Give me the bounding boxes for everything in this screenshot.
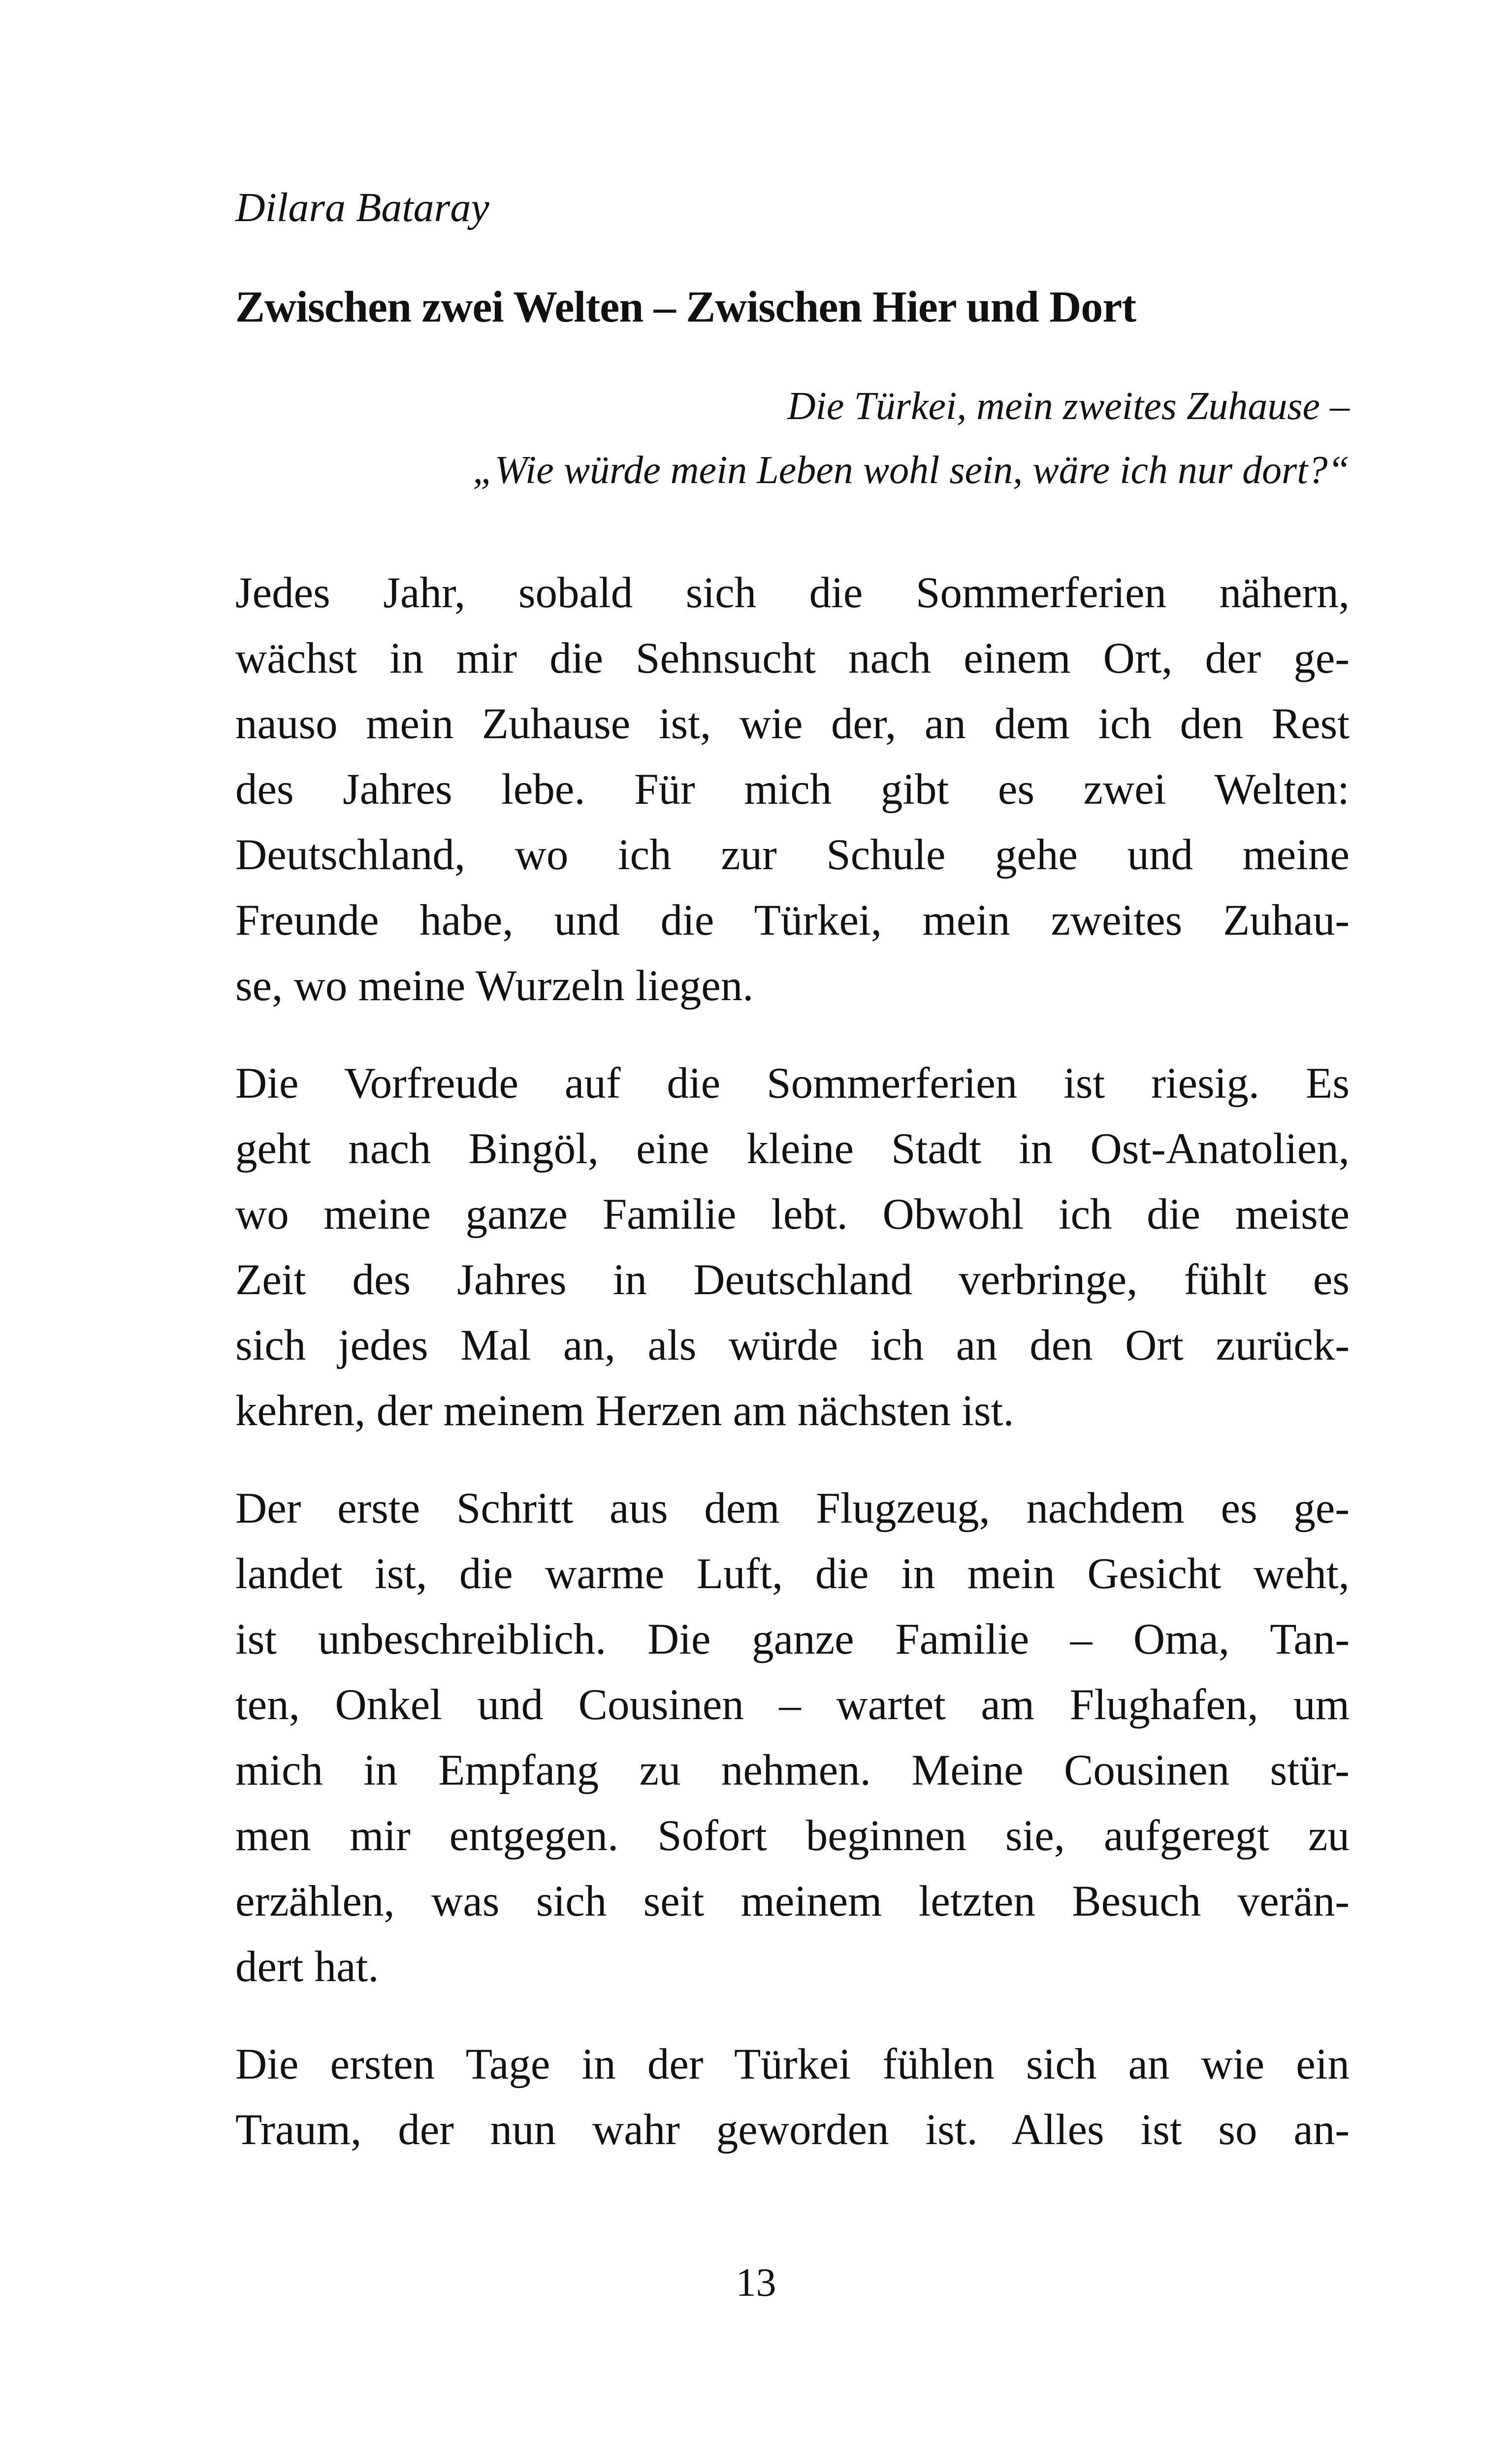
text-line: Die Vorfreude auf die Sommerferien ist riesig. Es (235, 1059, 1350, 1107)
text-line: erzählen, was sich seit meinem letzten Besuch verän- (235, 1877, 1350, 1925)
paragraph (235, 1051, 1350, 1444)
epigraph (217, 374, 1350, 502)
page-number: 13 (736, 2260, 776, 2305)
text-line: kehren, der meinem Herzen am nächsten ist. (235, 1387, 1014, 1435)
text-line: Deutschland, wo ich zur Schule gehe und meine (235, 831, 1350, 879)
text-line: sich jedes Mal an, als würde ich an den Ort zurück- (235, 1321, 1350, 1369)
text-line: geht nach Bingöl, eine kleine Stadt in Ost-Anatolien, (235, 1125, 1350, 1173)
text-line: Freunde habe, und die Türkei, mein zweites Zuhau- (235, 896, 1350, 945)
text-line: landet ist, die warme Luft, die in mein Gesicht weht, (235, 1550, 1350, 1598)
text-line: Der erste Schritt aus dem Flugzeug, nachdem es ge- (235, 1484, 1350, 1532)
text-line: nauso mein Zuhause ist, wie der, an dem ich den Rest (235, 700, 1350, 748)
paragraph (235, 2032, 1350, 2163)
epigraph-line: „Wie würde mein Leben wohl sein, wäre ich nur dort?“ (473, 449, 1350, 492)
text-line: ten, Onkel und Cousinen – wartet am Flughafen, um (235, 1681, 1350, 1729)
paragraph (235, 1476, 1350, 2000)
epigraph-line: Die Türkei, mein zweites Zuhause – (787, 385, 1350, 428)
text-line: Traum, der nun wahr geworden ist. Alles ist so an- (235, 2106, 1350, 2154)
paragraph (235, 560, 1350, 1019)
text-line: des Jahres lebe. Für mich gibt es zwei Welten: (235, 765, 1350, 814)
text-line: men mir entgegen. Sofort beginnen sie, aufgeregt zu (235, 1812, 1350, 1860)
chapter-title: Zwischen zwei Welten – Zwischen Hier und Dort (235, 283, 1136, 331)
text-line: wächst in mir die Sehnsucht nach einem Ort, der ge- (235, 634, 1350, 683)
body-text (235, 560, 1350, 2195)
text-line: Jedes Jahr, sobald sich die Sommerferien nähern, (235, 569, 1350, 617)
author-name: Dilara Bataray (235, 185, 489, 230)
text-line: mich in Empfang zu nehmen. Meine Cousinen stür- (235, 1746, 1350, 1794)
text-line: wo meine ganze Familie lebt. Obwohl ich die meiste (235, 1190, 1350, 1238)
text-line: ist unbeschreiblich. Die ganze Familie – Oma, Tan- (235, 1615, 1350, 1663)
text-line: Die ersten Tage in der Türkei fühlen sich an wie ein (235, 2040, 1350, 2088)
text-line: dert hat. (235, 1943, 379, 1991)
text-line: Zeit des Jahres in Deutschland verbringe, fühlt es (235, 1256, 1350, 1304)
text-line: se, wo meine Wurzeln liegen. (235, 962, 754, 1010)
